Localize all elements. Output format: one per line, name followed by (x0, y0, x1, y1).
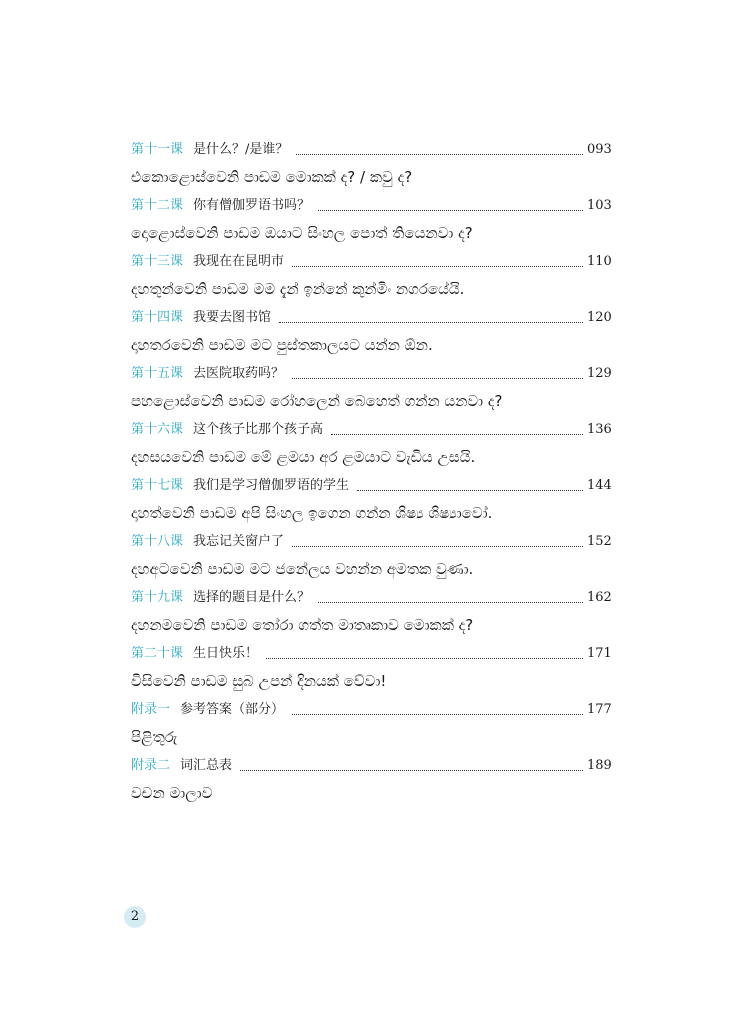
lesson-label: 第十五课 (131, 366, 184, 381)
toc-heading-line (131, 250, 611, 274)
table-of-contents (131, 138, 611, 810)
dot-leader (240, 769, 583, 771)
toc-heading-line (131, 642, 611, 666)
toc-entry-lesson-14[interactable] (131, 306, 611, 362)
sinhala-title: එකොළොස්වෙනි පාඩම මොකක් ද? / කවු ද? (131, 168, 413, 186)
toc-entry-lesson-18[interactable] (131, 530, 611, 586)
sinhala-title: විසිවෙනි පාඩම සුබ උපන් දිනයක් වේවා! (131, 672, 387, 690)
page-number: 144 (587, 478, 612, 493)
lesson-label: 第十六课 (131, 422, 184, 437)
sinhala-title: වචන මාලාව (131, 784, 213, 802)
sinhala-title: දාහත්වෙනි පාඩම අපි සිංහල ඉගෙන ගන්න ශිෂ්‍ය ශිෂ්‍යාවෝ. (131, 504, 493, 522)
dot-leader (292, 265, 583, 267)
lesson-label: 第十四课 (131, 310, 184, 325)
toc-entry-lesson-17[interactable] (131, 474, 611, 530)
toc-heading-line (131, 138, 611, 162)
page-number: 189 (587, 758, 612, 773)
chinese-title: 这个孩子比那个孩子高 (193, 422, 324, 437)
dot-leader (318, 209, 583, 211)
toc-entry-lesson-15[interactable] (131, 362, 611, 418)
toc-heading-line (131, 418, 611, 442)
chinese-title: 生日快乐！ (193, 646, 259, 661)
page-number: 110 (587, 254, 612, 269)
lesson-label: 第十二课 (131, 198, 184, 213)
toc-heading-line (131, 698, 611, 722)
toc-heading-line (131, 474, 611, 498)
lesson-label: 第十七课 (131, 478, 184, 493)
sinhala-title: දාහතරවෙනි පාඩම මට පුස්තකාලයට යන්න ඕන. (131, 336, 433, 354)
lesson-label: 第十八课 (131, 534, 184, 549)
dot-leader (292, 713, 583, 715)
sinhala-title: දහතුන්වෙනි පාඩම මම දැන් ඉන්නේ කුන්මිං නගරයේයි. (131, 280, 465, 298)
chinese-title: 去医院取药吗？ (193, 366, 285, 381)
toc-heading-line (131, 194, 611, 218)
page-number: 136 (587, 422, 612, 437)
chinese-title: 选择的题目是什么？ (193, 590, 311, 605)
dot-leader (279, 321, 583, 323)
lesson-label: 第十一课 (131, 142, 184, 157)
page-number-badge: 2 (124, 906, 146, 928)
toc-heading-line (131, 754, 611, 778)
toc-entry-lesson-13[interactable] (131, 250, 611, 306)
dot-leader (331, 433, 583, 435)
dot-leader (357, 489, 583, 491)
chinese-title: 我要去图书馆 (193, 310, 272, 325)
page-number: 162 (587, 590, 612, 605)
page-number: 103 (587, 198, 612, 213)
chinese-title: 参考答案（部分） (180, 702, 285, 717)
page-number: 171 (587, 646, 612, 661)
toc-entry-lesson-12[interactable] (131, 194, 611, 250)
toc-heading-line (131, 306, 611, 330)
page-number: 177 (587, 702, 612, 717)
chinese-title: 我忘记关窗户了 (193, 534, 285, 549)
page-number: 120 (587, 310, 612, 325)
chinese-title: 词汇总表 (180, 758, 233, 773)
lesson-label: 第十三课 (131, 254, 184, 269)
toc-entry-lesson-11[interactable] (131, 138, 611, 194)
sinhala-title: දොළොස්වෙනි පාඩම ඔයාට සිංහල පොත් තියෙනවා ද? (131, 224, 473, 242)
lesson-label: 第十九课 (131, 590, 184, 605)
page-number: 152 (587, 534, 612, 549)
chinese-title: 我们是学习僧伽罗语的学生 (193, 478, 350, 493)
chinese-title: 是什么？/是谁？ (193, 142, 289, 157)
appendix-label: 附录二 (131, 758, 171, 773)
dot-leader (296, 153, 583, 155)
dot-leader (292, 545, 583, 547)
dot-leader (318, 601, 583, 603)
sinhala-title: දහසයවෙනි පාඩම මේ ළමයා අර ළමයාට වැඩිය උසයි. (131, 448, 476, 466)
dot-leader (292, 377, 583, 379)
chinese-title: 你有僧伽罗语书吗？ (193, 198, 311, 213)
toc-entry-lesson-16[interactable] (131, 418, 611, 474)
toc-entry-lesson-20[interactable] (131, 642, 611, 698)
appendix-label: 附录一 (131, 702, 171, 717)
toc-entry-lesson-19[interactable] (131, 586, 611, 642)
toc-entry-appendix-1[interactable] (131, 698, 611, 754)
chinese-title: 我现在在昆明市 (193, 254, 285, 269)
sinhala-title: දහනමවෙනි පාඩම තෝරා ගත්ත මාතෘකාව මොකක් ද? (131, 616, 474, 634)
toc-heading-line (131, 530, 611, 554)
page-number: 093 (587, 142, 612, 157)
toc-heading-line (131, 362, 611, 386)
lesson-label: 第二十课 (131, 646, 184, 661)
toc-entry-appendix-2[interactable] (131, 754, 611, 810)
sinhala-title: පහළොස්වෙනි පාඩම රෝහලෙන් බෙහෙත් ගන්න යනවා ද? (131, 392, 503, 410)
toc-heading-line (131, 586, 611, 610)
page-number: 129 (587, 366, 612, 381)
sinhala-title: පිළිතුරු (131, 728, 178, 746)
dot-leader (266, 657, 583, 659)
sinhala-title: දහඅටවෙනි පාඩම මට ජනේලය වහන්න අමතක වුණා. (131, 560, 474, 578)
